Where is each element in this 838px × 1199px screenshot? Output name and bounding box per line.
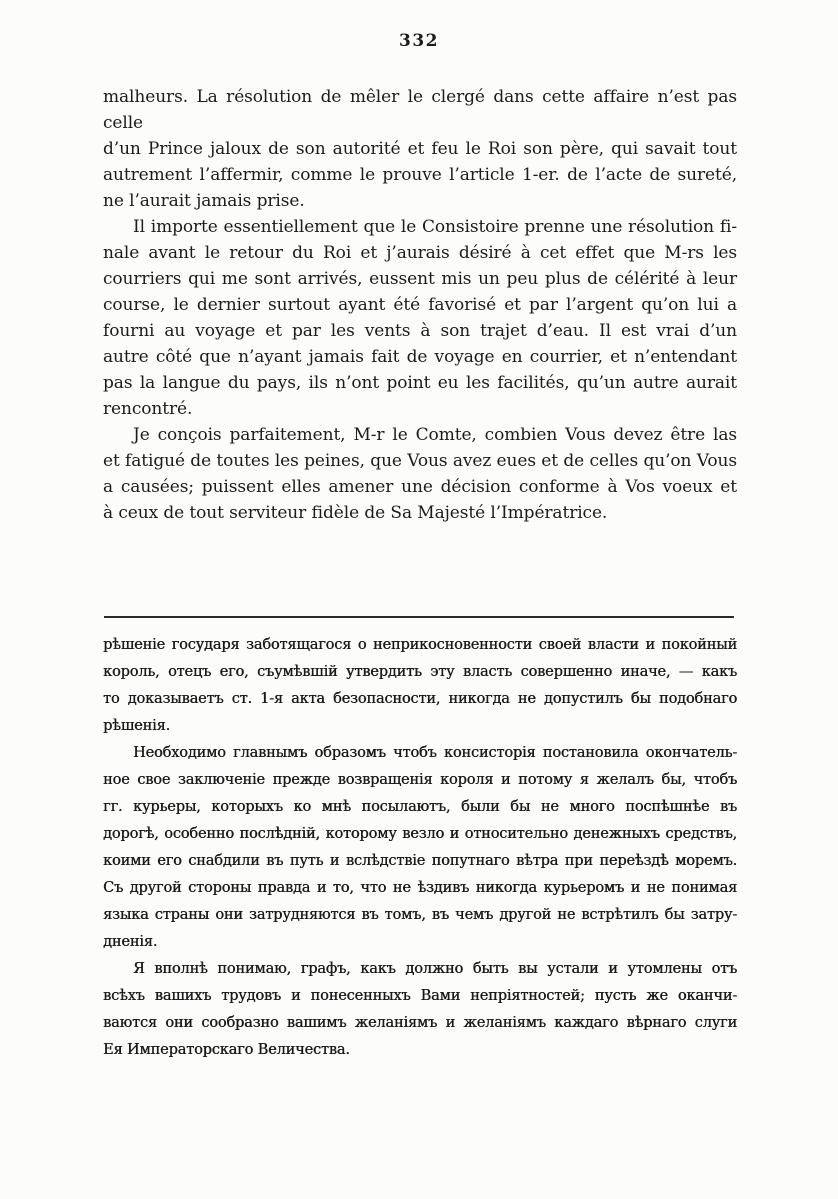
footnote-paragraph — [103, 632, 737, 740]
main-text-line: fourni au voyage et par les vents à son trajet d’eau. Il est vrai d’un — [103, 321, 737, 341]
footnote-paragraph — [103, 740, 737, 956]
main-text-paragraph — [103, 214, 737, 422]
page-number: 332 — [399, 31, 439, 51]
main-text-line: à ceux de tout serviteur fidèle de Sa Majesté l’Impératrice. — [103, 503, 608, 523]
main-text-line: d’un Prince jaloux de son autorité et feu le Roi son père, qui savait tout — [103, 139, 737, 159]
footnote-line: король, отецъ его, съумѣвшій утвердить эту власть совершенно иначе, — какъ — [103, 664, 737, 680]
main-text-line: rencontré. — [103, 399, 193, 419]
main-text-line: courriers qui me sont arrivés, eussent mis un peu plus de célérité à leur — [103, 269, 737, 289]
main-text-line: Il importe essentiellement que le Consistoire prenne une résolution fi- — [133, 217, 737, 237]
main-text-paragraph — [103, 84, 737, 214]
main-text-line: autrement l’affermir, comme le prouve l’article 1-er. de l’acte de sureté, — [103, 165, 737, 185]
footnote-line: коими его снабдили въ путь и вслѣдствіе попутнаго вѣтра при переѣздѣ моремъ. — [103, 853, 737, 869]
footnote-line: гг. курьеры, которыхъ ко мнѣ посылаютъ, были бы не много поспѣшнѣе въ — [103, 799, 737, 815]
footnote-line: рѣшеніе государя заботящагося о неприкосновенности своей власти и покойный — [103, 637, 737, 653]
main-text-line: pas la langue du pays, ils n’ont point eu les facilités, qu’un autre aurait — [103, 373, 737, 393]
footnote-line: Съ другой стороны правда и то, что не ѣздивъ никогда курьеромъ и не понимая — [103, 880, 737, 896]
footnote-line: всѣхъ вашихъ трудовъ и понесенныхъ Вами непріятностей; пусть же оканчи- — [103, 988, 737, 1004]
footnote-line: Необходимо главнымъ образомъ чтобъ консисторія постановила окончатель- — [133, 745, 737, 761]
main-text-line: nale avant le retour du Roi et j’aurais désiré à cet effet que M-rs les — [103, 243, 737, 263]
main-text-line: a causées; puissent elles amener une décision conforme à Vos voeux et — [103, 477, 737, 497]
footnote-text — [103, 632, 737, 1064]
main-text-paragraph — [103, 422, 737, 526]
footnote-line: Ея Императорскаго Величества. — [103, 1042, 350, 1058]
footnote-line: Я вполнѣ понимаю, графъ, какъ должно быть вы устали и утомлены отъ — [133, 961, 737, 977]
footnote-separator-rule — [104, 616, 734, 618]
footnote-line: дорогѣ, особенно послѣдній, которому везло и относительно денежныхъ средствъ, — [103, 826, 737, 842]
main-text-line: Je conçois parfaitement, M-r le Comte, combien Vous devez être las — [133, 425, 737, 445]
main-text-line: autre côté que n’ayant jamais fait de voyage en courrier, et n’entendant — [103, 347, 737, 367]
footnote-paragraph — [103, 956, 737, 1064]
footnote-line: ваются они сообразно вашимъ желаніямъ и желаніямъ каждаго вѣрнаго слуги — [103, 1015, 737, 1031]
footnote-line: то доказываетъ ст. 1-я акта безопасности, никогда не допустилъ бы подобнаго — [103, 691, 737, 707]
main-text-line: course, le dernier surtout ayant été favorisé et par l’argent qu’on lui a — [103, 295, 737, 315]
footnote-line: языка страны они затрудняются въ томъ, въ чемъ другой не встрѣтилъ бы затру- — [103, 907, 737, 923]
main-text-line: malheurs. La résolution de mêler le clergé dans cette affaire n’est pas celle — [103, 87, 737, 133]
footnote-line: ное свое заключеніе прежде возвращенія короля и потому я желалъ бы, чтобъ — [103, 772, 737, 788]
main-text-line: et fatigué de toutes les peines, que Vous avez eues et de celles qu’on Vous — [103, 451, 737, 471]
footnote-line: дненія. — [103, 934, 158, 950]
main-text — [103, 84, 737, 526]
footnote-line: рѣшенія. — [103, 718, 170, 734]
main-text-line: ne l’aurait jamais prise. — [103, 191, 305, 211]
